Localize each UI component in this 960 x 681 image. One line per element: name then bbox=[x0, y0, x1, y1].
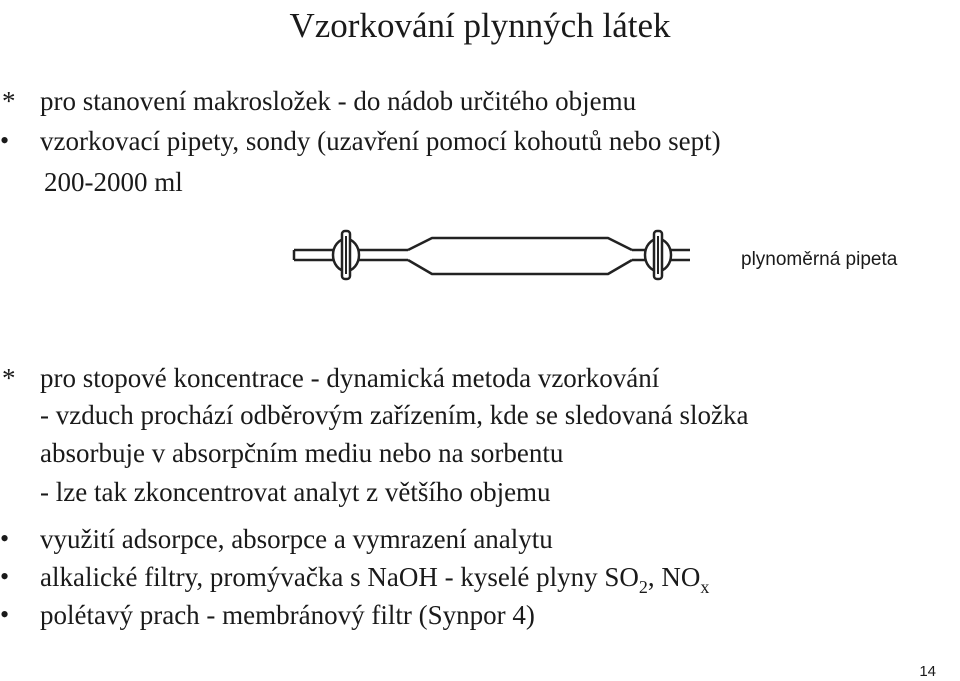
text-line-pipettes: vzorkovací pipety, sondy (uzavření pomocí kohoutů nebo sept) bbox=[40, 126, 721, 156]
asterisk-marker: * bbox=[2, 86, 16, 116]
bullet-marker: • bbox=[0, 126, 10, 155]
gas-pipette-icon bbox=[290, 228, 690, 288]
text-line-adsorption: využití adsorpce, absorpce a vymrazení analytu bbox=[40, 524, 553, 554]
bullet-marker: • bbox=[0, 600, 10, 629]
text-line-absorb: absorbuje v absorpčním mediu nebo na sorbentu bbox=[40, 438, 564, 468]
text-line-volume: 200-2000 ml bbox=[44, 167, 183, 197]
text-line-macro: pro stanovení makrosložek - do nádob určitého objemu bbox=[40, 86, 637, 116]
page-number: 14 bbox=[919, 663, 936, 680]
bullet-marker: • bbox=[0, 562, 10, 591]
slide-title: Vzorkování plynných látek bbox=[289, 6, 671, 45]
so2-subscript: 2 bbox=[638, 577, 648, 597]
figure-caption: plynoměrná pipeta bbox=[741, 249, 898, 270]
stopcock-right-icon bbox=[645, 231, 671, 279]
nox-subscript: x bbox=[700, 577, 710, 597]
bullet-marker: • bbox=[0, 524, 10, 553]
nox-text: , NO bbox=[647, 562, 701, 592]
stopcock-left-icon bbox=[333, 231, 359, 279]
text-line-alkaline-filters bbox=[40, 561, 710, 597]
text-line-trace: pro stopové koncentrace - dynamická metoda vzorkování bbox=[40, 363, 660, 393]
text-line-dust: polétavý prach - membránový filtr (Synpor 4) bbox=[40, 600, 535, 630]
alkaline-text: alkalické filtry, promývačka s NaOH - kyselé plyny SO bbox=[40, 562, 639, 592]
asterisk-marker: * bbox=[2, 363, 16, 393]
text-line-air: - vzduch prochází odběrovým zařízením, kde se sledovaná složka bbox=[40, 400, 749, 430]
text-line-concentrate: - lze tak zkoncentrovat analyt z většího objemu bbox=[40, 477, 551, 507]
